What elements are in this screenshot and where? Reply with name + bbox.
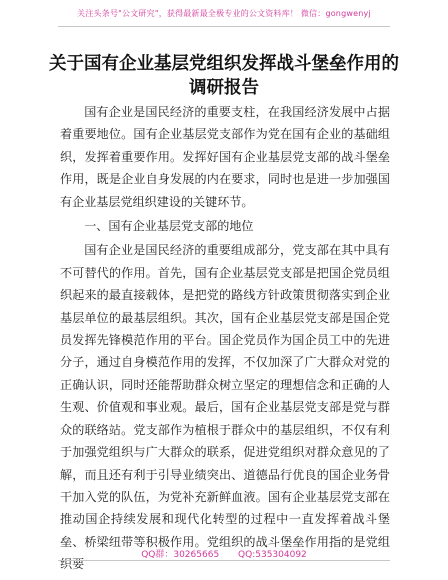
footer-qq-group: QQ群：30265665: [141, 550, 220, 560]
footer-contact: [0, 547, 448, 560]
intro-paragraph: 国有企业是国民经济的重要支柱，在我国经济发展中占据着重要地位。国有企业基层党支部作为党在国有企业的基础组织，发挥着重要作用。发挥好国有企业基层党支部的战斗堡垒作用，既是企业自身发展的内在要求，同时也是进一步加强国有企业基层党组织建设的关键环节。: [60, 105, 390, 209]
header-banner: 关注头条号"公文研究"，获得最新最全极专业的公文资料库！ 微信：gongwenyj: [77, 9, 371, 18]
footer-qq: QQ:535304092: [238, 550, 307, 560]
header-divider: [58, 26, 390, 27]
document-body: [60, 101, 390, 576]
title-line-1: 关于国有企业基层党组织发挥战斗堡垒作用的: [49, 54, 399, 74]
section-paragraph: 国有企业是国民经济的重要组成部分，党支部在其中具有不可替代的作用。首先，国有企业基层党支部是把国企党员组织起来的最直接载体，是把党的路线方针政策贯彻落实到企业基层单位的最基层组织。其次，国有企业基层党支部是国企党员发挥先锋模范作用的平台。国企党员作为国企员工中的先进分子，通过自身模范作用的发挥，不仅加深了广大群众对党的正确认识，同时还能帮助群众树立坚定的理想信念和正确的人生观、价值观和事业观。最后，国有企业基层党支部是党与群众的联络站。党支部作为植根于群众中的基层组织，不仅有利于加强党组织与广大群众的联系，促进党组织对群众意见的了解，而且还有利于引导业绩突出、道德品行优良的国企业务骨干加入党的队伍，为党补充新鲜血液。国有企业基层党支部在推动国企持续发展和现代化转型的过程中一直发挥着战斗堡垒、桥梁纽带等积极作用。党组织的战斗堡垒作用指的是党组织要: [60, 243, 390, 572]
section-heading: 一、国有企业基层党支部的地位: [84, 219, 254, 234]
footer-divider: [58, 560, 390, 561]
document-title: [40, 52, 408, 100]
title-line-2: 调研报告: [189, 78, 259, 98]
